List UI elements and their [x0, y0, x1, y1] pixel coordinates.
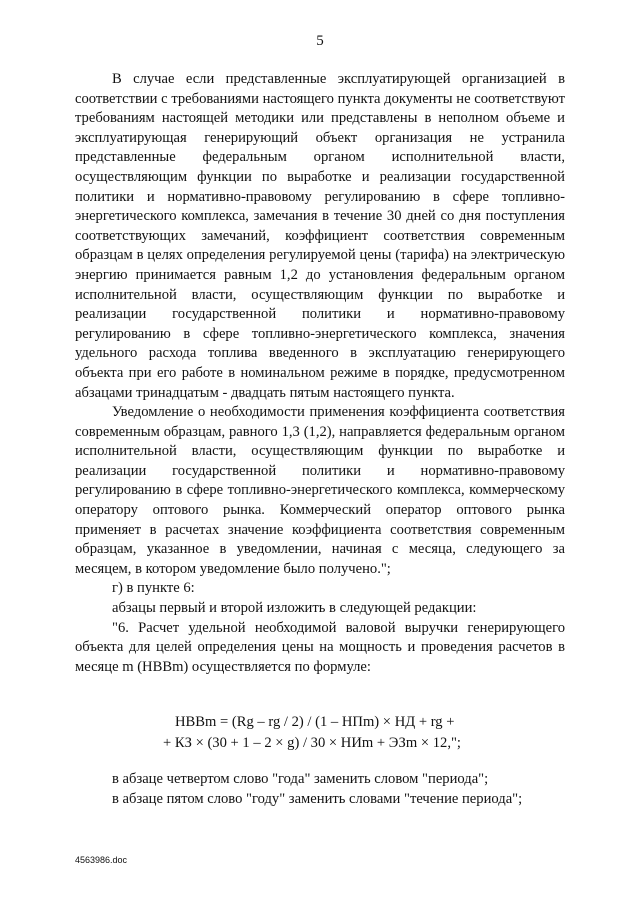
- paragraph: г) в пункте 6:: [112, 580, 195, 597]
- page-number: 5: [316, 33, 324, 49]
- amendments: [75, 770, 565, 809]
- paragraph: В случае если представленные эксплуатирующей организацией в соответствии с требованиями настоящего пункта документы не соответствуют требованиям настоящей методики или представлены в неполном объеме и эксплуатирующая генерирующий объект организация не устранила представленные федеральным органом исполнительной власти, осуществляющим функции по выработке и реализации государственной политики и нормативно-правовому регулированию в сфере топливно-энергетического комплекса, замечания в течение 30 дней со дня поступления соответствующих замечаний, коэффициент соответствия современным образцам в целях определения регулируемой цены (тарифа) на электрическую энергию принимается равным 1,2 до установления федеральным органом исполнительной власти, осуществляющим функции по выработке и реализации государственной политики и нормативно-правовому регулированию в сфере топливно-энергетического комплекса, значения удельного расхода топлива введенного в эксплуатацию генерирующего объекта при его работе в номинальном режиме в порядке, предусмотренном абзацами тринадцатым - двадцать пятым настоящего пункта.: [75, 71, 565, 401]
- paragraph: в абзаце четвертом слово "года" заменить словом "периода";: [112, 771, 489, 787]
- paragraph: Уведомление о необходимости применения коэффициента соответствия современным образцам, равного 1,3 (1,2), направляется федеральным органом исполнительной власти, осуществляющим функции по выработке и реализации государственной политики и нормативно-правовому регулированию в сфере топливно-энергетического комплекса, коммерческому оператору оптового рынка. Коммерческий оператор оптового рынка применяет в расчетах значение коэффициента соответствия современным образцам, указанное в уведомлении, начиная с месяца, следующего за месяцем, в котором уведомление было получено.";: [75, 404, 565, 577]
- formula-line: НВВm = (Rg – rg / 2) / (1 – НПm) × НД + rg +: [175, 714, 455, 730]
- paragraph: "6. Расчет удельной необходимой валовой выручки генерирующего объекта для целей определения цены на мощность и проведения расчетов в месяце m (НВВm) осуществляется по формуле:: [75, 619, 565, 675]
- document-body: [75, 70, 565, 677]
- paragraph: абзацы первый и второй изложить в следующей редакции:: [112, 600, 477, 617]
- file-name-footer: 4563986.doc: [75, 855, 128, 865]
- paragraph: в абзаце пятом слово "году" заменить словами "течение периода";: [112, 790, 523, 807]
- formula-line: + КЗ × (30 + 1 – 2 × g) / 30 × НИm + ЭЗm × 12,";: [163, 734, 461, 751]
- formula: [75, 712, 565, 753]
